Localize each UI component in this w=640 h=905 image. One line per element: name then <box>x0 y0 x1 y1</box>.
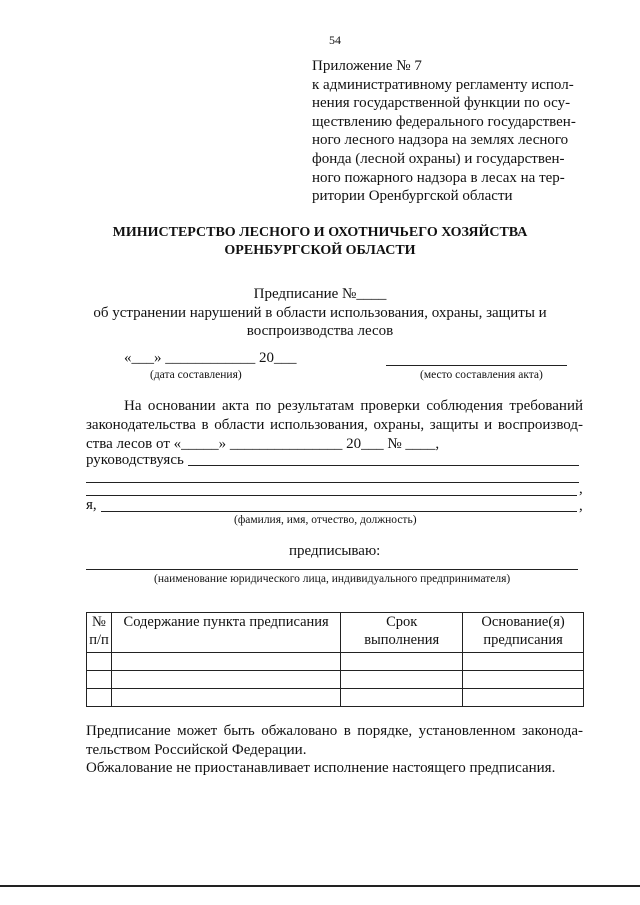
note-line-1: Предписание может быть обжаловано в порядке, установленном законода- <box>86 723 583 739</box>
table-row[interactable] <box>87 653 584 671</box>
date-field[interactable]: «___» ____________ 20___ <box>124 350 297 366</box>
entity-caption: (наименование юридического лица, индивидуального предпринимателя) <box>154 573 511 585</box>
appendix-line: ритории Оренбургской области <box>312 188 513 205</box>
prescribe-word: предписываю: <box>289 543 381 559</box>
appendix-title: Приложение № 7 <box>312 58 422 74</box>
fio-underline[interactable] <box>101 511 577 512</box>
prescription-subtitle-2: воспроизводства лесов <box>246 323 394 339</box>
note-line-2: тельством Российской Федерации. <box>86 742 307 758</box>
header-basis: Основание(я) предписания <box>463 613 584 653</box>
basis-line-2: законодательства в области использования, охраны, защиты и воспроизвод- <box>86 417 583 433</box>
appendix-line: к административному регламенту испол- <box>312 76 574 93</box>
guided-label: руководствуясь <box>86 452 184 468</box>
prescription-title: Предписание №____ <box>253 286 387 302</box>
blank-line[interactable] <box>86 482 579 483</box>
ministry-line-1: МИНИСТЕРСТВО ЛЕСНОГО И ОХОТНИЧЬЕГО ХОЗЯЙСТВА <box>112 225 528 240</box>
header-content: Содержание пункта предписания <box>111 613 340 653</box>
fio-caption: (фамилия, имя, отчество, должность) <box>234 514 417 526</box>
i-label: я, <box>86 497 97 513</box>
header-number: № п/п <box>87 613 112 653</box>
prescription-table <box>86 612 584 707</box>
page-bottom-rule <box>0 885 640 887</box>
comma: , <box>579 481 583 497</box>
table-header-row <box>87 613 584 653</box>
basis-line-1: На основании акта по результатам проверки соблюдения требований <box>124 398 583 414</box>
table-row[interactable] <box>87 689 584 707</box>
blank-line[interactable] <box>86 495 577 496</box>
header-deadline: Срок выполнения <box>341 613 463 653</box>
table-row[interactable] <box>87 671 584 689</box>
guided-underline[interactable] <box>188 465 579 466</box>
note-line-3: Обжалование не приостанавливает исполнение настоящего предписания. <box>86 760 556 776</box>
basis-line-3: ства лесов от «_____» _______________ 20___ № ____, <box>86 436 440 452</box>
prescription-subtitle-1: об устранении нарушений в области использования, охраны, защиты и <box>93 304 547 321</box>
date-caption: (дата составления) <box>150 369 242 381</box>
appendix-line: фонда (лесной охраны) и государствен- <box>312 150 565 167</box>
appendix-line: ного пожарного надзора в лесах на тер- <box>312 169 565 186</box>
comma: , <box>579 498 583 514</box>
appendix-line: ного лесного надзора на землях лесного <box>312 132 569 149</box>
place-underline[interactable] <box>386 365 567 366</box>
ministry-heading <box>0 224 640 260</box>
prescription-title-block <box>0 285 640 341</box>
appendix-line: нения государственной функции по осу- <box>312 95 571 112</box>
entity-underline[interactable] <box>86 569 578 570</box>
place-caption: (место составления акта) <box>420 369 543 381</box>
appendix-line: ществлению федерального государствен- <box>312 113 576 130</box>
page-number: 54 <box>329 33 341 47</box>
ministry-line-2: ОРЕНБУРГСКОЙ ОБЛАСТИ <box>224 243 416 258</box>
appendix-block <box>312 57 597 206</box>
